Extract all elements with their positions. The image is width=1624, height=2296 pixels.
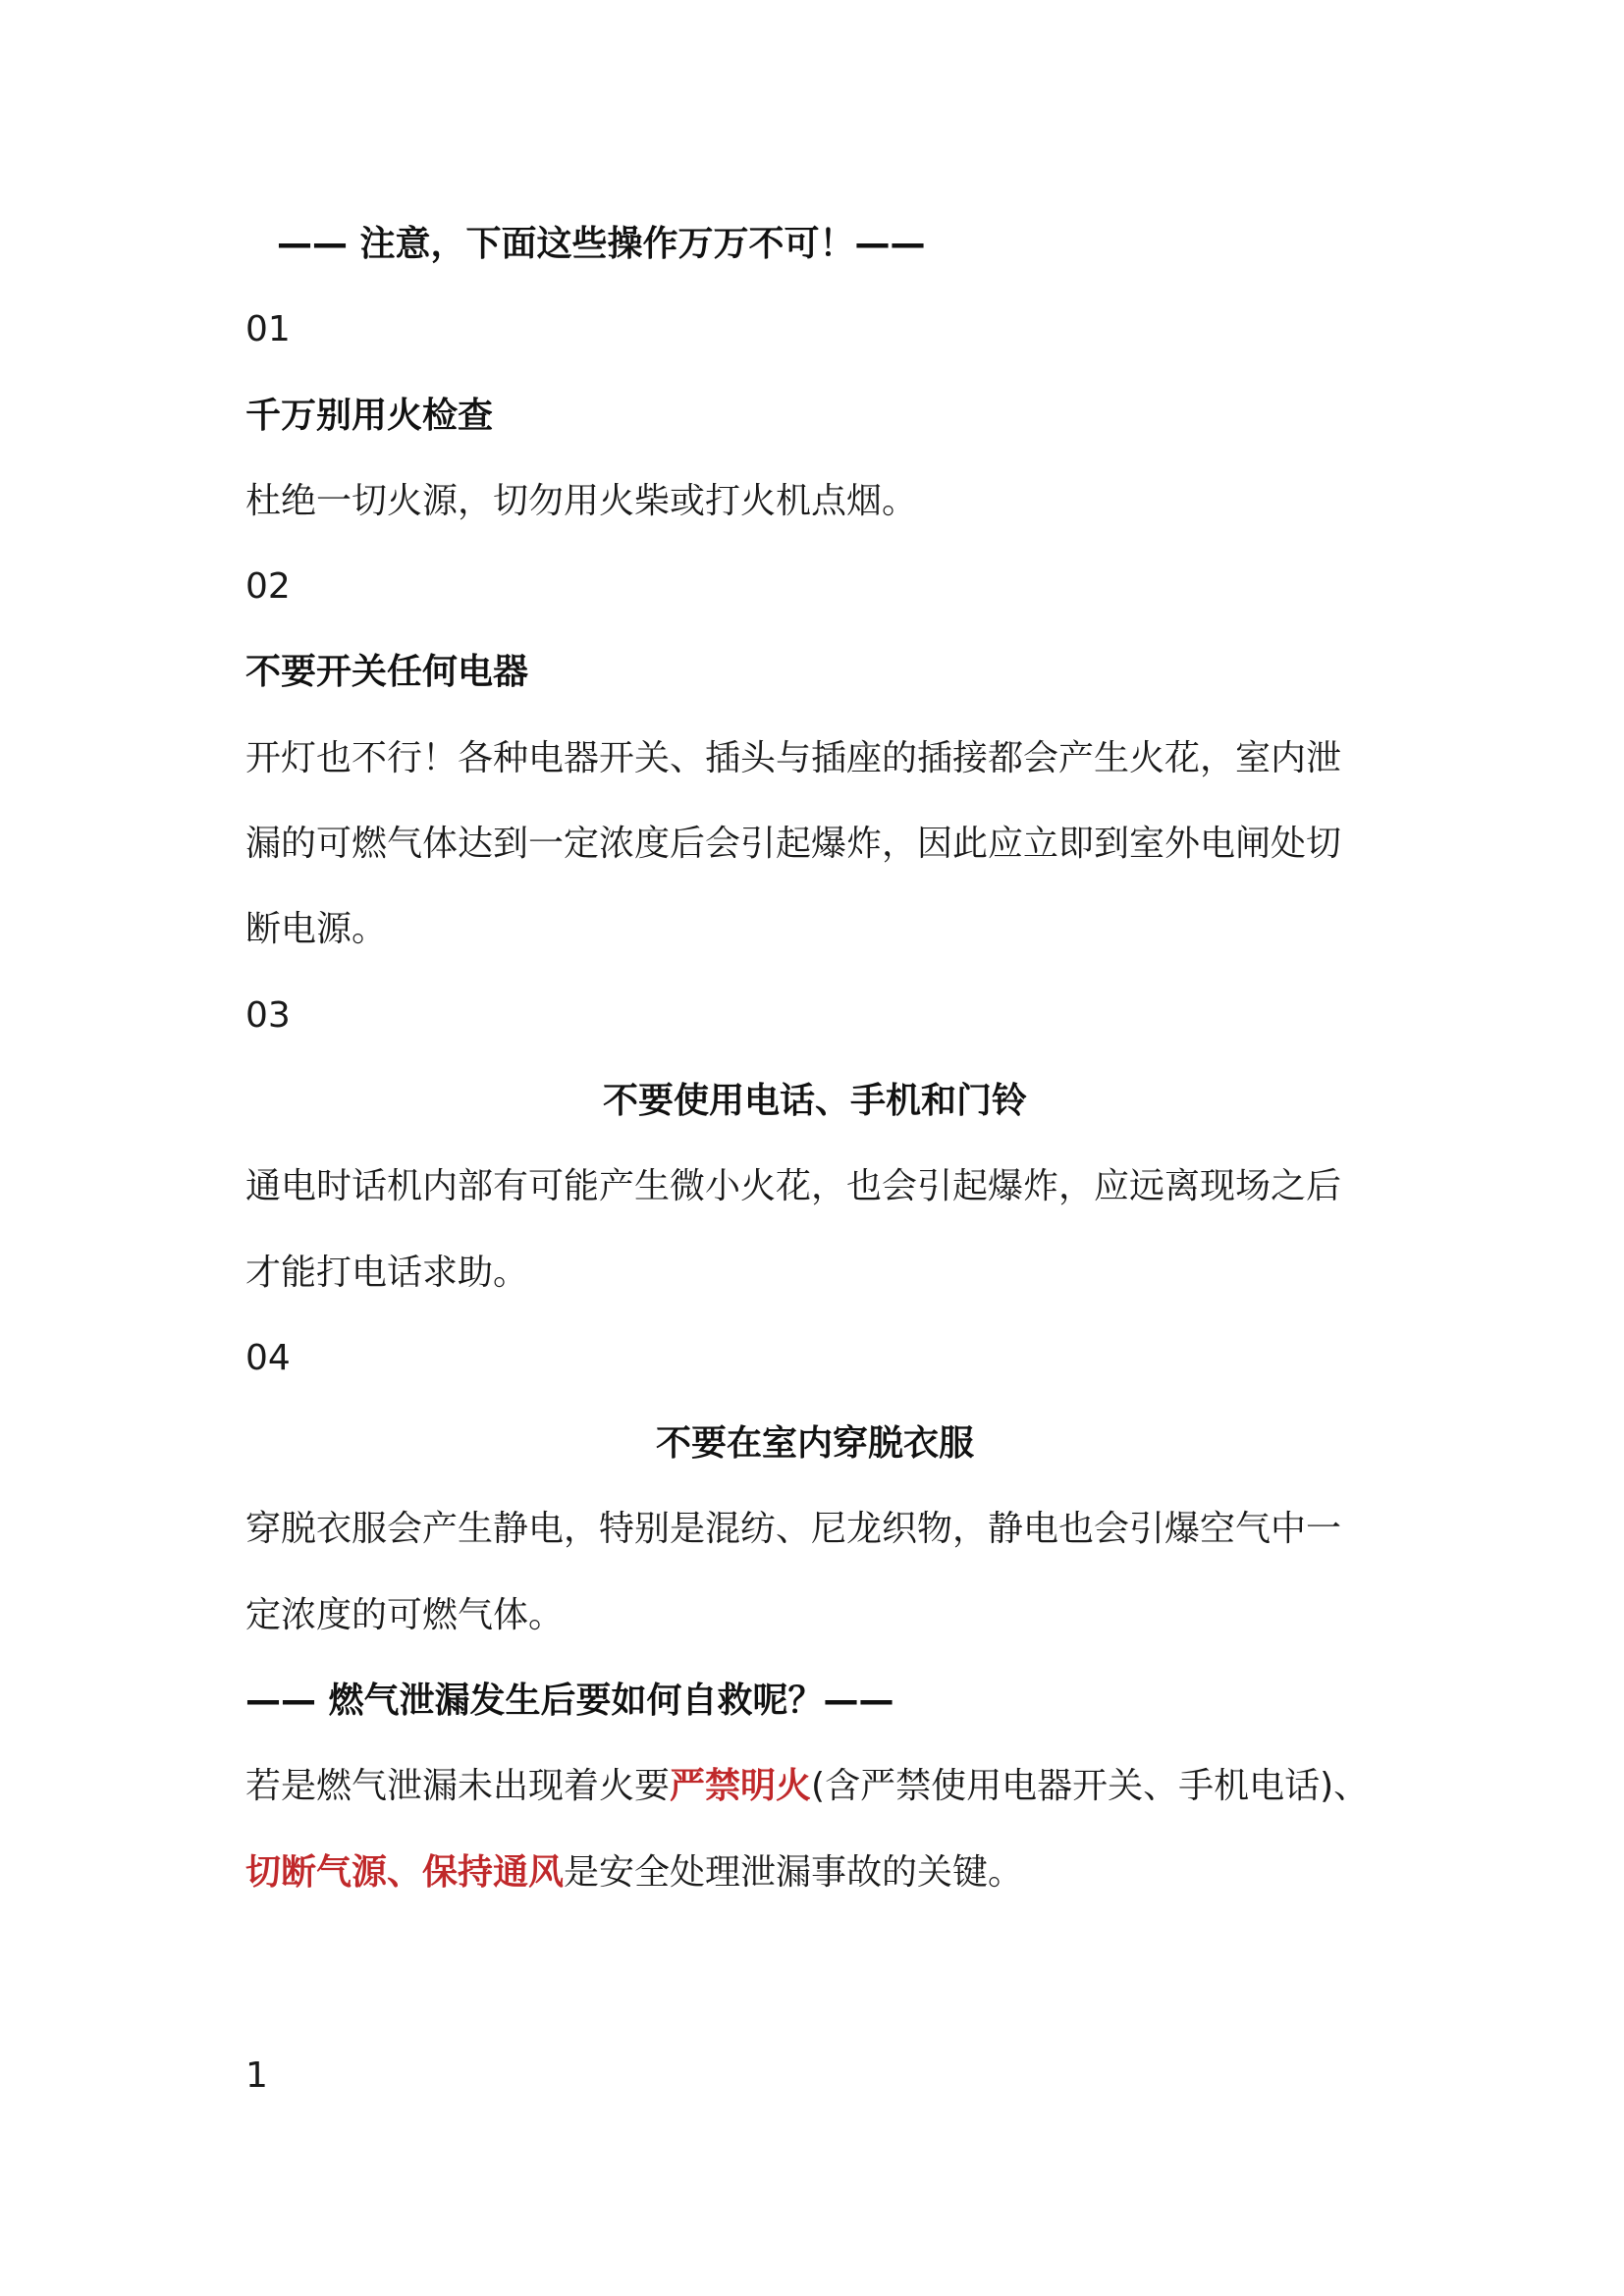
rescue-line-1	[245, 1743, 1384, 1829]
spacer	[245, 1915, 1384, 2033]
item-title: 不要使用电话、手机和门铃	[602, 1080, 1027, 1121]
item-body-line: 穿脱衣服会产生静电，特别是混纺、尼龙织物，静电也会引爆空气中一	[245, 1509, 1342, 1550]
rescue-highlight: 严禁明火	[670, 1766, 812, 1807]
rescue-text: 若是燃气泄漏未出现着火要	[245, 1766, 671, 1807]
item-number: 03	[245, 994, 291, 1036]
item-body-line: 杜绝一切火源，切勿用火柴或打火机点烟。	[245, 480, 918, 521]
item-title: 不要在室内穿脱衣服	[655, 1423, 974, 1465]
item-number: 01	[245, 309, 291, 350]
rescue-highlight: 切断气源、保持通风	[245, 1851, 565, 1893]
rescue-text: (含严禁使用电器开关、手机电话)、	[811, 1766, 1370, 1807]
item-body-line: 开灯也不行！各种电器开关、插头与插座的插接都会产生火花，室内泄	[245, 737, 1342, 778]
item-title: 千万别用火检查	[245, 395, 494, 436]
document-content	[245, 201, 1384, 2118]
item-number: 04	[245, 1337, 291, 1378]
page-number: 1	[245, 2055, 268, 2096]
item-body-line: 定浓度的可燃气体。	[245, 1594, 565, 1635]
item-body-line: 漏的可燃气体达到一定浓度后会引起爆炸，因此应立即到室外电闸处切	[245, 824, 1342, 865]
item-number: 02	[245, 566, 291, 608]
rescue-text: 是安全处理泄漏事故的关键。	[564, 1851, 1024, 1893]
item-body-line: 断电源。	[245, 909, 388, 950]
rescue-line-2	[245, 1830, 1384, 1915]
section-heading-warnings: —— 注意，下面这些操作万万不可！——	[277, 224, 926, 264]
section-heading-self-rescue: —— 燃气泄漏发生后要如何自救呢？——	[245, 1681, 894, 1722]
item-title: 不要开关任何电器	[245, 652, 529, 693]
item-body-line: 通电时话机内部有可能产生微小火花，也会引起爆炸，应远离现场之后	[245, 1166, 1342, 1207]
item-body-line: 才能打电话求助。	[245, 1252, 529, 1293]
